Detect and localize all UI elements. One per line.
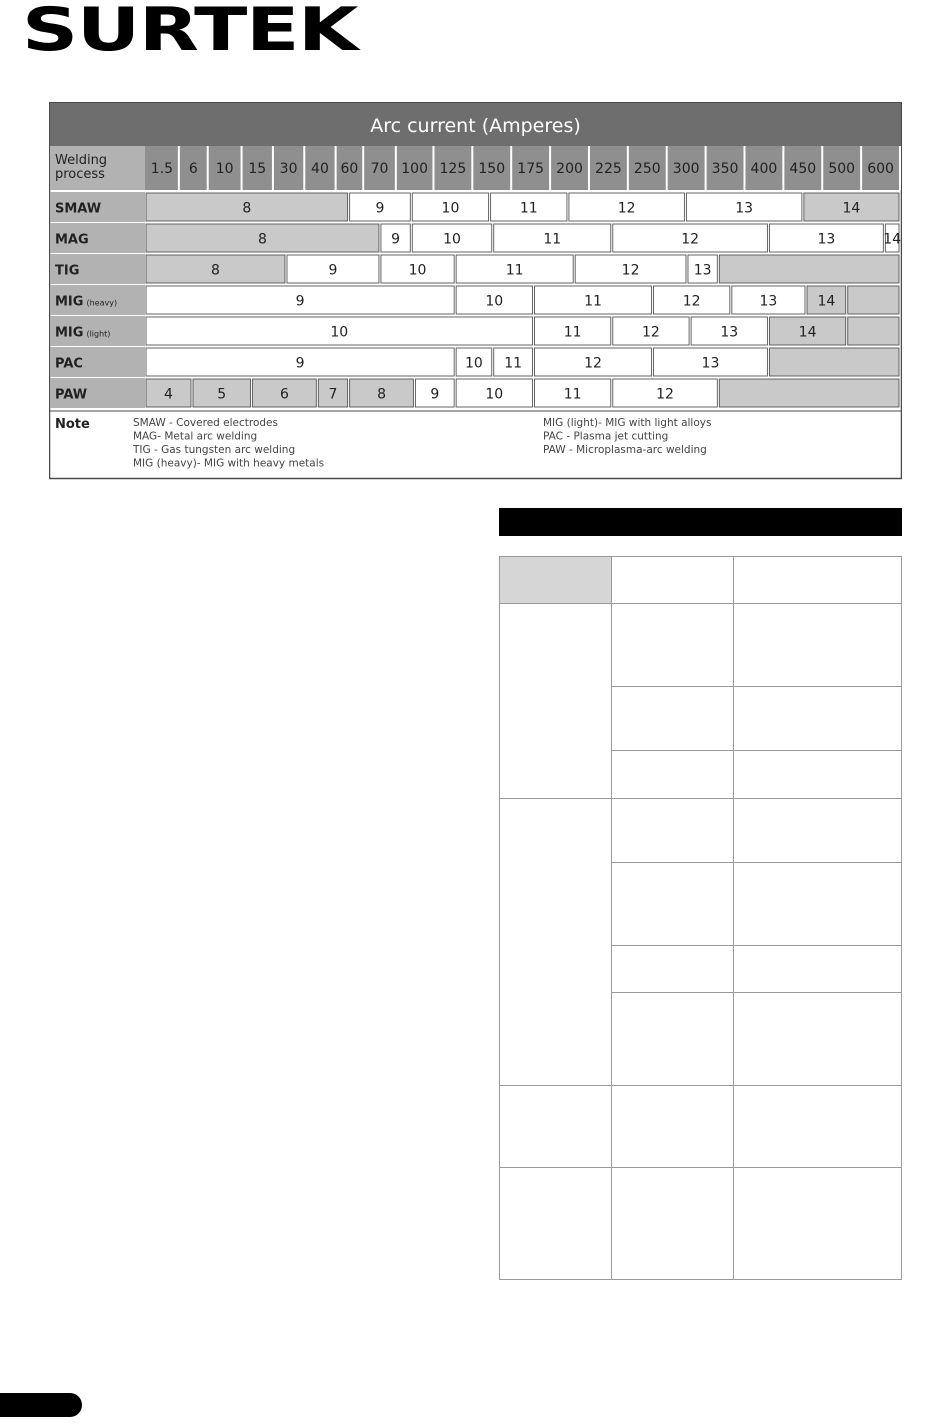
row-label-suffix: (light) [86, 329, 111, 339]
surtek-logo: SURTEK [22, 0, 358, 65]
range-label: 11 [584, 293, 602, 310]
note-line-right: PAC - Plasma jet cutting [543, 430, 669, 443]
range-label: 12 [584, 355, 602, 372]
note-line-left: MAG- Metal arc welding [133, 430, 258, 443]
row-label: MIG (light) [55, 325, 111, 341]
range-label: 10 [330, 324, 349, 341]
range-label: 9 [391, 231, 401, 248]
table-divider [611, 557, 612, 1279]
ampere-header-label: 225 [595, 161, 622, 177]
range-label: 9 [295, 293, 305, 310]
range-label: 13 [759, 293, 778, 310]
process-header-line1: Welding [55, 153, 108, 168]
table-divider [611, 992, 901, 993]
range-label: 9 [430, 386, 440, 403]
range-label: 8 [211, 262, 220, 279]
range-label: 11 [504, 355, 523, 372]
row-label: MIG (heavy) [55, 294, 118, 310]
range-label: 12 [681, 231, 700, 248]
table-divider [500, 1167, 901, 1168]
range-label: 12 [682, 293, 701, 310]
ampere-header-label: 500 [828, 161, 856, 177]
range-label: 8 [258, 231, 267, 248]
process-header-line2: process [55, 167, 105, 182]
page-number-tab [0, 1393, 82, 1417]
ampere-header-label: 175 [517, 161, 545, 177]
table-divider [500, 603, 901, 604]
ampere-header-label: 1.5 [150, 161, 174, 177]
range-label: 12 [617, 200, 636, 217]
ampere-header-label: 100 [401, 161, 429, 177]
range-label: 9 [295, 355, 305, 372]
range-label: 11 [519, 200, 538, 217]
range-label: 11 [543, 231, 562, 248]
range-label: 8 [377, 386, 386, 403]
row-label-suffix: (heavy) [86, 298, 118, 308]
note-line-left: MIG (heavy)- MIG with heavy metals [133, 457, 325, 470]
range-label: 9 [328, 262, 338, 279]
ampere-header-label: 6 [188, 161, 198, 177]
range-label: 14 [842, 200, 861, 217]
range-label: 7 [328, 386, 338, 403]
ampere-header-label: 300 [672, 161, 700, 177]
ampere-header-label: 400 [750, 161, 778, 177]
table-header-cell [500, 557, 612, 603]
ampere-header-label: 150 [478, 161, 506, 177]
range-label: 12 [642, 324, 660, 341]
range-label: 8 [242, 200, 252, 217]
blank-table [499, 556, 902, 1280]
range-label: 10 [443, 231, 461, 248]
range-segment [848, 286, 899, 314]
ampere-header-label: 40 [311, 161, 329, 177]
ampere-header-label: 450 [789, 161, 817, 177]
range-label: 4 [164, 386, 173, 403]
ampere-header-label: 70 [370, 161, 389, 177]
row-label: SMAW [55, 201, 102, 217]
ampere-header-label: 125 [439, 161, 467, 177]
range-label: 12 [621, 262, 640, 279]
range-label: 13 [735, 200, 754, 217]
range-segment [848, 317, 899, 345]
note-line-right: MIG (light)- MIG with light alloys [543, 417, 712, 429]
range-label: 11 [563, 324, 582, 341]
range-label: 10 [465, 355, 483, 372]
chart-title: Arc current (Amperes) [370, 115, 581, 137]
range-label: 10 [485, 293, 504, 310]
ampere-header-label: 10 [215, 161, 234, 177]
ampere-header-label: 600 [867, 161, 894, 177]
row-label: TIG [55, 263, 80, 279]
ampere-header-label: 250 [633, 161, 661, 177]
table-divider [733, 557, 734, 1279]
range-label: 6 [279, 386, 289, 403]
table-divider [611, 862, 901, 863]
table-divider [611, 750, 901, 751]
table-divider [500, 798, 901, 799]
range-label: 11 [563, 386, 582, 403]
ampere-header-label: 15 [248, 161, 267, 177]
note-line-right: PAW - Microplasma-arc welding [543, 444, 707, 456]
table-header-bar [499, 508, 902, 536]
note-label: Note [55, 417, 90, 432]
range-label: 9 [375, 200, 385, 217]
range-label: 11 [505, 262, 524, 279]
range-label: 13 [693, 262, 712, 279]
row-label: PAC [55, 356, 83, 372]
ampere-header-label: 350 [711, 161, 739, 177]
arc-current-chart [49, 102, 902, 480]
range-label: 5 [217, 386, 227, 403]
ampere-header-label: 30 [279, 161, 298, 177]
range-label: 13 [701, 355, 720, 372]
ampere-header-label: 60 [340, 161, 359, 177]
range-label: 14 [883, 231, 902, 248]
range-segment [719, 379, 899, 407]
note-line-left: SMAW - Covered electrodes [133, 417, 278, 429]
range-segment [769, 348, 899, 376]
note-line-left: TIG - Gas tungsten arc welding [133, 444, 296, 456]
range-segment [719, 255, 899, 283]
range-label: 13 [720, 324, 739, 341]
row-label: PAW [55, 387, 88, 403]
range-label: 10 [485, 386, 504, 403]
table-divider [611, 686, 901, 687]
table-divider [611, 945, 901, 946]
table-divider [500, 1085, 901, 1086]
range-label: 14 [798, 324, 817, 341]
range-label: 13 [817, 231, 836, 248]
range-label: 12 [656, 386, 674, 403]
ampere-header-label: 200 [556, 161, 583, 177]
range-label: 10 [408, 262, 427, 279]
range-label: 14 [817, 293, 836, 310]
row-label: MAG [55, 232, 89, 248]
range-label: 10 [441, 200, 460, 217]
